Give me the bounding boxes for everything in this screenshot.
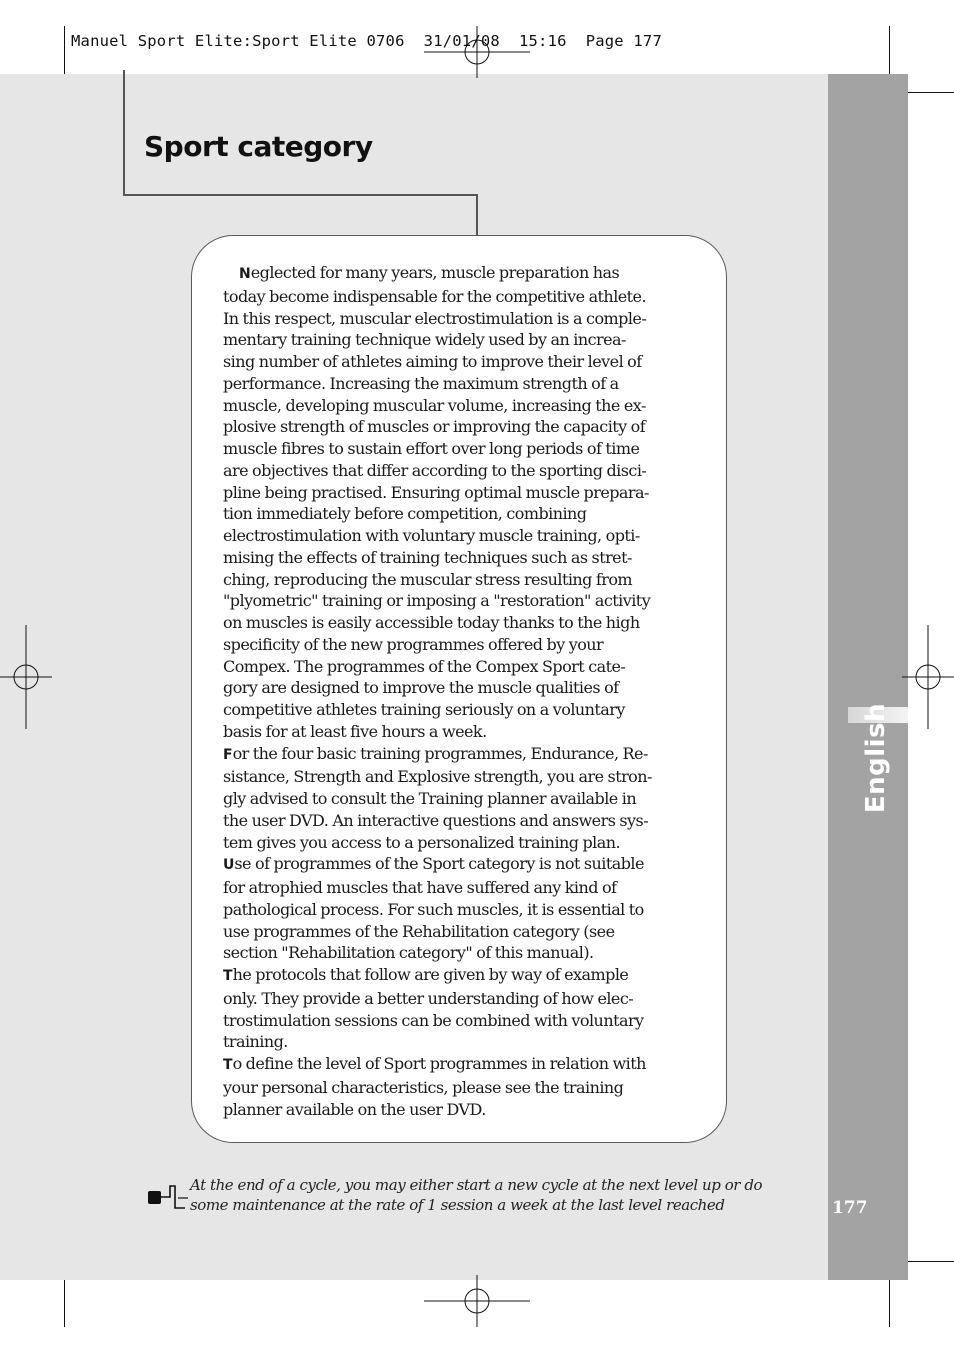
- body-line: gly advised to consult the Training planner available in: [223, 789, 637, 808]
- body-line: performance. Increasing the maximum strength of a: [223, 373, 619, 393]
- drop-initial: T: [223, 968, 233, 984]
- body-line: competitive athletes training seriously on a voluntary: [223, 700, 625, 719]
- registration-mark-right-icon: [902, 625, 954, 729]
- title-frame-bottom-rule: [123, 194, 478, 196]
- body-line: Compex. The programmes of the Compex Sport cate-: [223, 656, 626, 676]
- crop-mark-bottom-right-h: [902, 1261, 954, 1262]
- body-line: muscle fibres to sustain effort over long periods of time: [223, 439, 640, 458]
- body-line: plosive strength of muscles or improving the capacity of: [223, 417, 646, 437]
- note-text: [190, 1175, 790, 1215]
- square-wave-icon: [148, 1184, 188, 1212]
- drop-initial: T: [223, 1057, 233, 1073]
- page-number: 177: [832, 1198, 868, 1218]
- body-line: pathological process. For such muscles, it is essential to: [223, 899, 644, 919]
- body-line: the user DVD. An interactive questions and answers sys-: [223, 810, 649, 830]
- body-line: on muscles is easily accessible today thanks to the high: [223, 613, 640, 632]
- body-line: sing number of athletes aiming to improve their level of: [223, 352, 642, 371]
- title-frame-connector-rule: [476, 194, 478, 236]
- body-line: muscle, developing muscular volume, increasing the ex-: [223, 395, 646, 415]
- body-line: your personal characteristics, please see the training: [223, 1077, 624, 1097]
- body-line: trostimulation sessions can be combined with voluntary: [223, 1010, 644, 1030]
- body-line: only. They provide a better understanding of how elec-: [223, 988, 634, 1008]
- registration-mark-top-icon: [424, 26, 530, 78]
- body-line: To define the level of Sport programmes in relation with: [223, 1054, 646, 1073]
- body-line: tem gives you access to a personalized training plan.: [223, 832, 621, 852]
- body-line: use programmes of the Rehabilitation category (see: [223, 921, 615, 941]
- crop-mark-top-right-v: [889, 26, 890, 78]
- body-line: tion immediately before competition, combining: [223, 504, 587, 524]
- title-frame-left-rule: [123, 70, 125, 196]
- note-line: some maintenance at the rate of 1 session a week at the last level reached: [190, 1196, 725, 1214]
- body-line: planner available on the user DVD.: [223, 1099, 486, 1119]
- body-line: training.: [223, 1032, 288, 1052]
- body-text: [223, 262, 701, 1120]
- page-title: Sport category: [144, 130, 373, 163]
- body-line: mentary training technique widely used by an increa-: [223, 330, 626, 350]
- body-line: Neglected for many years, muscle preparation has: [239, 263, 620, 282]
- body-line: for atrophied muscles that have suffered any kind of: [223, 878, 617, 897]
- body-line: specificity of the new programmes offered by your: [223, 634, 604, 654]
- body-line: The protocols that follow are given by way of example: [223, 965, 629, 984]
- crop-mark-bottom-right-v: [889, 1275, 890, 1327]
- body-line: today become indispensable for the competitive athlete.: [223, 286, 647, 306]
- drop-initial: U: [223, 857, 235, 874]
- body-line: Use of programmes of the Sport category is not suitable: [223, 854, 644, 874]
- print-slug: Manuel Sport Elite:Sport Elite 0706 31/01/08 15:16 Page 177: [71, 32, 662, 50]
- language-tab-label: English: [861, 702, 891, 814]
- body-line: "plyometric" training or imposing a "restoration" activity: [223, 591, 651, 611]
- registration-mark-left-icon: [0, 625, 52, 729]
- drop-initial: N: [239, 266, 251, 282]
- note-line: At the end of a cycle, you may either start a new cycle at the next level up or do: [190, 1176, 763, 1194]
- drop-initial: F: [223, 746, 233, 763]
- body-line: basis for at least five hours a week.: [223, 721, 487, 741]
- body-line: electrostimulation with voluntary muscle training, opti-: [223, 526, 640, 545]
- body-line: section "Rehabilitation category" of this manual).: [223, 943, 594, 963]
- crop-mark-top-right-h: [902, 92, 954, 93]
- body-line: For the four basic training programmes, Endurance, Re-: [223, 743, 648, 763]
- body-line: pline being practised. Ensuring optimal muscle prepara-: [223, 482, 649, 502]
- registration-mark-bottom-icon: [424, 1275, 530, 1327]
- body-line: ching, reproducing the muscular stress resulting from: [223, 569, 633, 589]
- crop-mark-bottom-left-v: [64, 1275, 65, 1327]
- body-line: gory are designed to improve the muscle qualities of: [223, 678, 619, 698]
- side-language-band: [828, 74, 908, 1280]
- crop-mark-top-left-v: [64, 26, 65, 78]
- body-line: In this respect, muscular electrostimulation is a comple-: [223, 308, 647, 328]
- body-line: mising the effects of training techniques such as stret-: [223, 547, 632, 567]
- body-line: sistance, Strength and Explosive strength, you are stron-: [223, 767, 652, 787]
- body-line: are objectives that differ according to the sporting disci-: [223, 460, 647, 480]
